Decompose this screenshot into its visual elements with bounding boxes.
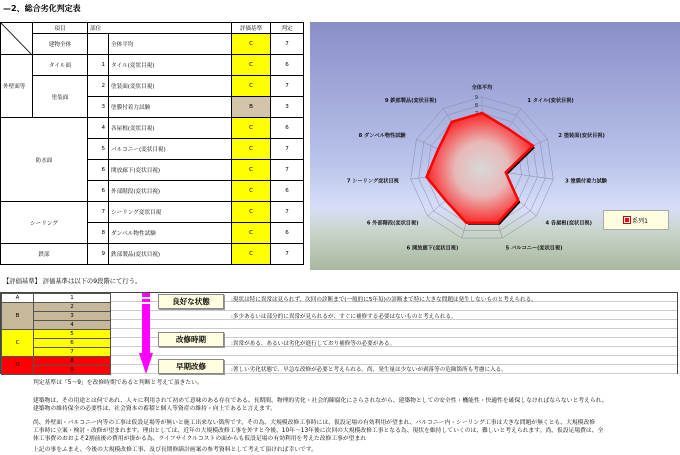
description-minor: :多少あるいは部分的に異常が見られるが、すぐに補修する必要はないものと考えられる。 [231, 314, 457, 320]
item-cell: 建物全体 [33, 34, 88, 55]
note-para1-line1: 建築物は、その用途とは何であれ、人々に利用されて初めて意味のある存在である。長期間、物理的劣化・社会的陳腐化にさらされながら、建築物としての安全性・機能性・快適性を確保しなければならないと考えられ、 [33, 398, 608, 404]
svg-text:4 各屋根(変状目視): 4 各屋根(変状目視) [545, 220, 592, 227]
grade-level: 7 [34, 348, 111, 357]
score-cell: 7 [271, 160, 304, 181]
grade-table [1, 293, 111, 375]
svg-text:2 塗装面(変状目視): 2 塗装面(変状目視) [558, 132, 605, 139]
no-cell: 4 [88, 118, 109, 139]
group-cell: 外壁面等 [1, 55, 33, 118]
radar-plot [310, 22, 680, 270]
grade-cell: C [232, 223, 271, 244]
grade-cell: C [232, 160, 271, 181]
legend-swatch-icon [624, 217, 630, 223]
grade-cell: C [232, 244, 271, 265]
criteria-title: 【評価基準】 評価基準は以下の9段階にて行う。 [3, 278, 142, 285]
grade-letter: C [2, 330, 34, 357]
header-item: 項目 [33, 23, 88, 34]
part-cell: 鉄部製品(変状目視) [109, 244, 232, 265]
no-cell: 5 [88, 139, 109, 160]
svg-text:8: 8 [474, 103, 478, 109]
no-cell: 6 [88, 181, 109, 202]
header-judge: 判定 [271, 23, 304, 34]
note-para2-line3: 体工事費のおおよそ2割前後の費用が掛かる為、ライフサイクルコストの面からも仮設足場の有効利用を考えた改修工事が望まれ [33, 436, 367, 442]
score-cell: 7 [271, 139, 304, 160]
state-label-urgent: 早期改修 [158, 359, 224, 374]
svg-text:9: 9 [474, 95, 478, 101]
part-cell: 塗装面(変状目視) [109, 76, 232, 97]
description-repair: :異常がある、あるいは劣化が進行しており補修等の必要がある。 [231, 341, 396, 347]
grade-letter: D [2, 357, 34, 375]
svg-text:7 シーリング変状目視: 7 シーリング変状目視 [346, 178, 399, 185]
part-cell: タイル(変状目視) [109, 55, 232, 76]
note-para2-line2: 工事時に立案・検討・改修が望まれます。理由としては、近年の大規模改修工事を外すと今後、10年～13年後に次回の大規模改修工事となる為、現状を維持していくのは、難しいと考えられます。尚、仮設足場費は、全 [33, 428, 604, 434]
part-cell: ダンベル物性試験 [109, 223, 232, 244]
item-cell: タイル面 [33, 55, 88, 76]
header-part: 部位 [88, 23, 232, 34]
note-para2-line1: 尚、外壁面・バルコニー内等の工事は仮設足場等が無いと施工出来ない箇所です。その為、大規模改修工事時には、仮設足場の有効利用が望まれ、バルコニー内・シーリング工事は大きな問題が無くとも、大規模改修 [33, 420, 596, 426]
svg-text:1 タイル(変状目視): 1 タイル(変状目視) [527, 98, 574, 105]
part-cell: 各屋根(変状目視) [109, 118, 232, 139]
grade-cell: C [232, 34, 271, 55]
svg-text:6 外部階段(変状目視): 6 外部階段(変状目視) [366, 220, 419, 227]
deterioration-table [0, 22, 304, 265]
header-criteria: 評価基準 [232, 23, 271, 34]
score-cell: 6 [271, 181, 304, 202]
page-title: —2、総合劣化判定表 [3, 4, 81, 13]
group-cell: シーリング [1, 202, 88, 244]
no-cell: 3 [88, 97, 109, 118]
part-cell: 開放廊下(変状目視) [109, 160, 232, 181]
description-good: :現状は特に異常は見られず、次回の診断まで(一般的に5年毎)の診断まで特に大きな問題は発生しないものと考えられる。 [231, 297, 537, 303]
grade-level: 3 [34, 312, 111, 321]
grade-cell: C [232, 181, 271, 202]
grade-cell: B [232, 97, 271, 118]
score-cell: 6 [271, 118, 304, 139]
score-cell: 6 [271, 223, 304, 244]
description-urgent: :著しい劣化状態で、早急な改修が必要と考えられる。尚、発生量は少ないが剥落等の危険箇所も考慮に入る。 [231, 367, 507, 373]
note-para3: 上記の事をふまえ、今後の大規模改修工事、及び長期修繕計画案の参考資料として考えて頂ければ幸いです。 [33, 447, 317, 453]
svg-text:9 鉄部製品(変状目視): 9 鉄部製品(変状目視) [384, 98, 437, 105]
chart-legend [603, 210, 669, 230]
radar-chart [310, 22, 680, 270]
grade-cell: C [232, 202, 271, 223]
score-cell: 7 [271, 76, 304, 97]
grade-cell: C [232, 139, 271, 160]
diagonal-line-icon [1, 23, 33, 56]
criteria-panel [0, 292, 678, 374]
part-cell: 全体平均 [109, 34, 232, 55]
svg-text:3 塗膜付着力試験: 3 塗膜付着力試験 [565, 178, 607, 185]
grade-level: 1 [34, 294, 111, 303]
score-cell: 7 [271, 34, 304, 55]
legend-label: 系列1 [632, 217, 648, 225]
no-cell: 9 [88, 244, 109, 265]
part-cell: 外部階段(変状目視) [109, 181, 232, 202]
down-arrow-icon [139, 293, 153, 375]
note-para1-line2: 建築物の維持保全の必要性は、社会資本の蓄積と個人等資産の維持・向上であると言えます。 [33, 406, 277, 412]
state-label-good: 良好な状態 [158, 294, 224, 309]
grade-level: 2 [34, 303, 111, 312]
note-judgment: 判定基準は「5～9」を改修時期であると判断と考えて頂きたい。 [33, 380, 203, 386]
diagonal-corner-cell [1, 23, 33, 55]
no-cell: 7 [88, 202, 109, 223]
no-cell: 6 [88, 160, 109, 181]
grade-level: 6 [34, 339, 111, 348]
part-cell: シーリング変状目視 [109, 202, 232, 223]
no-cell: 1 [88, 55, 109, 76]
grade-letter: A [2, 294, 34, 303]
grade-level: 4 [34, 321, 111, 330]
group-cell: 防水面 [1, 118, 88, 202]
score-cell: 7 [271, 244, 304, 265]
grade-level: 8 [34, 357, 111, 366]
grade-cell: C [232, 76, 271, 97]
grade-level: 9 [34, 366, 111, 375]
score-cell: 3 [271, 97, 304, 118]
score-cell: 6 [271, 55, 304, 76]
no-cell: 8 [88, 223, 109, 244]
item-cell: 塗装面 [33, 76, 88, 118]
grade-cell: C [232, 118, 271, 139]
grade-letter: B [2, 303, 34, 330]
score-cell: 7 [271, 202, 304, 223]
grade-cell: C [232, 55, 271, 76]
state-label-repair: 改修時期 [158, 332, 224, 347]
svg-text:5 バルコニー(変状目視): 5 バルコニー(変状目視) [505, 245, 563, 252]
grade-level: 5 [34, 330, 111, 339]
group-cell: 鉄部 [1, 244, 88, 265]
svg-text:6 開放廊下(変状目視): 6 開放廊下(変状目視) [406, 245, 459, 252]
no-cell: 2 [88, 76, 109, 97]
no-cell [88, 34, 109, 55]
svg-text:全体平均: 全体平均 [471, 85, 493, 91]
part-cell: バルコニー(変状目視) [109, 139, 232, 160]
part-cell: 塗膜付着力試験 [109, 97, 232, 118]
svg-text:8 ダンベル物性試験: 8 ダンベル物性試験 [358, 132, 406, 139]
